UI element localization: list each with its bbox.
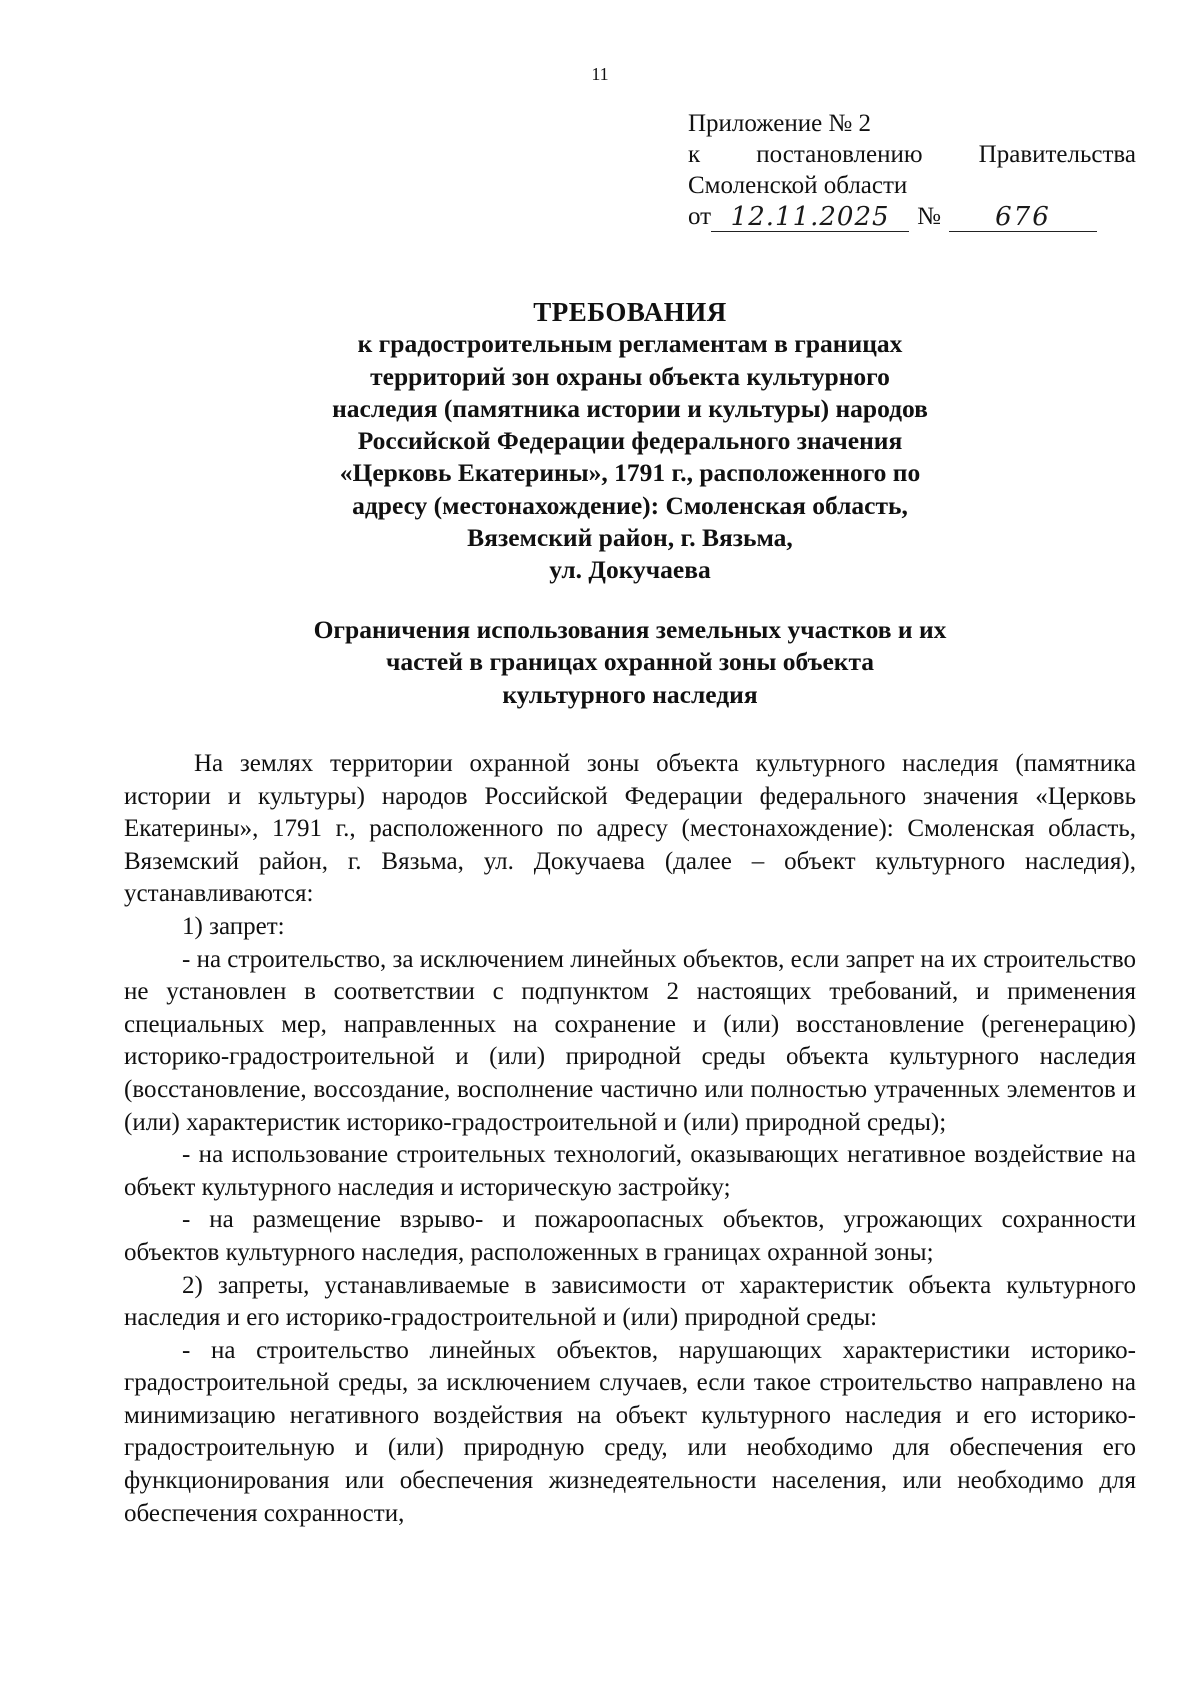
appendix-region: Смоленской области [688,172,908,199]
title-line: ул. Докучаева [549,555,711,585]
body-item-prohibition: 1) запрет: [182,912,285,940]
handwritten-number: 676 [949,203,1097,232]
body-subitem: - на строительство линейных объектов, нарушающих характеристики историко-градостроительной среды, за исключением случаев, если такое строительство направлено на минимизацию негативного воздействия на объект культурного наследия и его историко-градостроительную и (или) природную среду, или необходимо для обеспечения его функционирования или обеспечения жизнедеятельности населения, или необходимо для обеспечения сохранности, [124,1336,1136,1527]
title-line: адресу (местонахождение): Смоленская область, [352,490,908,520]
body-text [124,748,1136,1530]
appendix-decree-word: постановлению [756,141,923,168]
title-line: наследия (памятника истории и культуры) народов [332,393,928,423]
title-line: территорий зон охраны объекта культурного [370,361,890,391]
section-heading-line: культурного наследия [502,679,758,709]
date-prefix: от [688,203,712,230]
section-heading-line: частей в границах охранной зоны объекта [385,647,875,677]
section-heading [150,614,1110,711]
appendix-title: Приложение № 2 [688,110,872,137]
title-heading: ТРЕБОВАНИЯ [533,297,727,327]
appendix-decree-line [688,139,1136,170]
title-line: Вяземский район, г. Вязьма, [467,523,793,553]
section-heading-line: Ограничения использования земельных участков и их [313,615,947,644]
body-subitem: - на использование строительных технологий, оказывающих негативное воздействие на объект культурного наследия и историческую застройку; [124,1141,1136,1201]
body-item-prohibitions: 2) запреты, устанавливаемые в зависимости от характеристик объекта культурного наследия и его историко-градостроительной и (или) природной среды: [124,1271,1136,1332]
title-line: к градостроительным регламентам в границах [357,329,903,359]
body-paragraph-intro: На землях территории охранной зоны объекта культурного наследия (памятника истории и культуры) народов Российской Федерации федерального значения «Церковь Екатерины», 1791 г., расположенного по адресу (местонахождение): Смоленская область, Вяземский район, г. Вязьма, ул. Докучаева (далее – объект культурного наследия), устанавливаются: [124,750,1136,908]
appendix-preposition: к [688,141,701,168]
page-number: 11 [591,64,609,84]
body-subitem: - на размещение взрыво- и пожароопасных объектов, угрожающих сохранности объектов культурного наследия, расположенных в границах охранной зоны; [124,1206,1136,1266]
document-title [150,296,1110,587]
appendix-block [688,108,1136,232]
handwritten-date: 12.11.2025 [711,203,909,232]
title-line: «Церковь Екатерины», 1791 г., расположенного по [339,458,921,488]
appendix-government-word: Правительства [978,141,1136,168]
title-line: Российской Федерации федерального значения [357,426,903,456]
appendix-date-line [688,201,1136,232]
body-subitem: - на строительство, за исключением линейных объектов, если запрет на их строительство не установлен в соответствии с подпунктом 2 настоящих требований, и применения специальных мер, направленных на сохранение и (или) восстановление (регенерацию) историко-градостроительной и (или) природной среды объекта культурного наследия (восстановление, воссоздание, восполнение частично или полностью утраченных элементов и (или) характеристик историко-градостроительной и (или) природной среды); [124,945,1136,1136]
number-sign: № [917,203,941,230]
